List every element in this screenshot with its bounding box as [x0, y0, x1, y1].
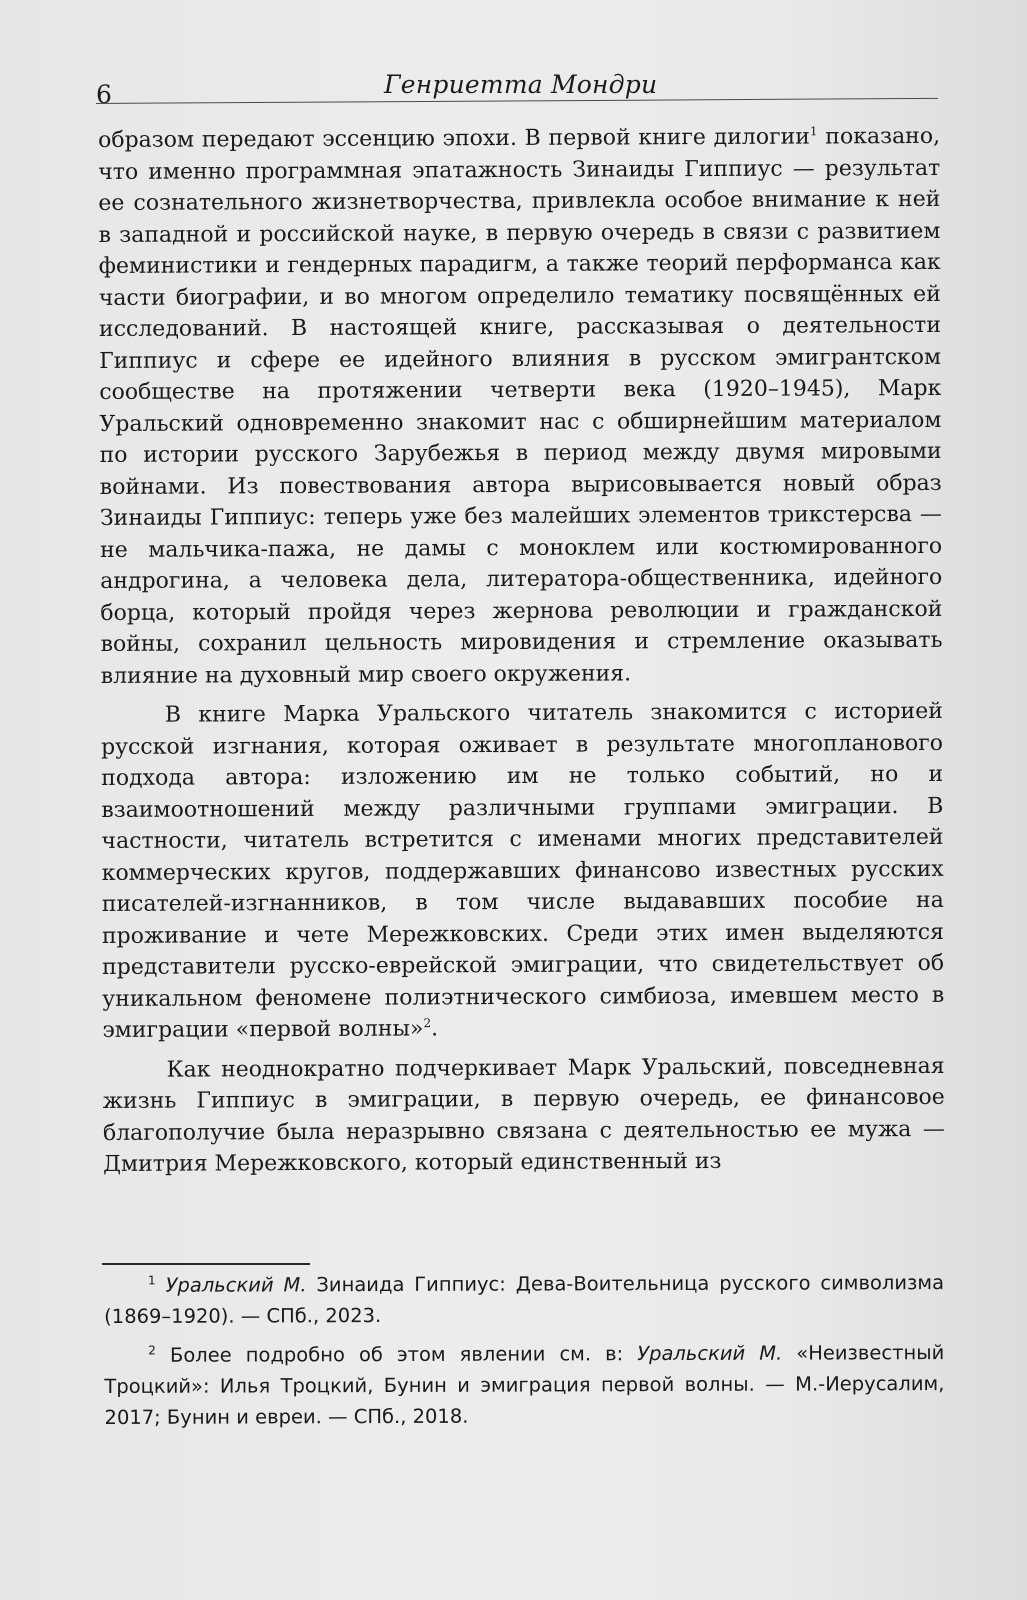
paragraph-1: [98, 121, 943, 692]
main-text: [98, 121, 945, 1189]
paragraph-1-text-b: показано, что именно программная эпатажность Зинаиды Гиппиус — результат ее сознательного жизнетворчества, привлекла особое внимание к ней в западной и российской науке, в первую очередь в связи с развитием феминистики и гендерных парадигм, а также теорий перформанса как части биографии, и во многом определило тематику посвящённых ей исследований. В настоящей книге, рассказывая о деятельности Гиппиус и сфере ее идейного влияния в русском эмигрантском сообществе на протяжении четверти века (1920–1945), Марк Уральский одновременно знакомит нас с обширнейшим материалом по истории русского Зарубежья в период между двумя мировыми войнами. Из повествования автора вырисовывается новый образ Зинаиды Гиппиус: теперь уже без малейших элементов трикстерсва — не мальчика-пажа, не дамы с моноклем или костюмированного андрогина, а человека дела, литератора-общественника, идейного борца, который пройдя через жернова революции и гражданской войны, сохранил цельность мировидения и стремление оказывать влияние на духовный мир своего окружения.: [98, 123, 943, 689]
footnote-1-author: Уральский М.: [165, 1273, 307, 1297]
footnote-1-text: Зинаида Гиппиус: Дева-Воительница русского символизма (1869–1920). — СПб., 2023.: [104, 1271, 945, 1328]
footnote-rule: [102, 1263, 310, 1265]
paragraph-1-text-a: образом передают эссенцию эпохи. В первой книге дилогии: [98, 124, 810, 153]
page-number: 6: [96, 80, 112, 109]
paragraph-2-text-a: В книге Марка Уральского читатель знакомится с историей русской изгнания, которая оживает в результате многопланового подхода автора: изложению им не только событий, но и взаимоотношений между различными группами эмиграции. В частности, читатель встретится с именами многих представителей коммерческих кругов, поддержавших финансово известных русских писателей-изгнанников, в том числе выдававших пособие на проживание и чете Мережковских. Среди этих имен выделяются представители русско-еврейской эмиграции, что свидетельствует об уникальном феномене полиэтнического симбиоза, имевшем место в эмиграции «первой волны»: [100, 698, 945, 1043]
footnote-2: [104, 1337, 944, 1433]
running-title: Генриетта Мондри: [384, 70, 658, 99]
footnote-ref-1: 1: [809, 124, 818, 139]
footnote-ref-2: 2: [423, 1016, 432, 1031]
footnote-2-author: Уральский М.: [637, 1341, 783, 1366]
paragraph-3: Как неоднократно подчеркивает Марк Уральский, повседневная жизнь Гиппиус в эмиграции, в первую очередь, ее финансовое благополучие была неразрывно связана с деятельностью ее мужа — Дмитрия Мережковского, который единственный из: [102, 1053, 945, 1177]
footnote-2-prefix: Более подробно об этом явлении см. в:: [155, 1342, 638, 1367]
footnote-2-text: «Неизвестный Троцкий»: Илья Троцкий, Бунин и эмиграция первой волны. — М.-Иерусалим, 2017; Бунин и евреи. — СПб., 2018.: [104, 1341, 945, 1429]
footnote-1-number: 1: [148, 1273, 156, 1288]
footnote-1: [104, 1267, 944, 1332]
footnote-2-number: 2: [148, 1343, 156, 1358]
paragraph-2: [101, 696, 945, 1047]
footnotes: [104, 1267, 945, 1441]
paragraph-2-text-b: .: [431, 1016, 439, 1042]
